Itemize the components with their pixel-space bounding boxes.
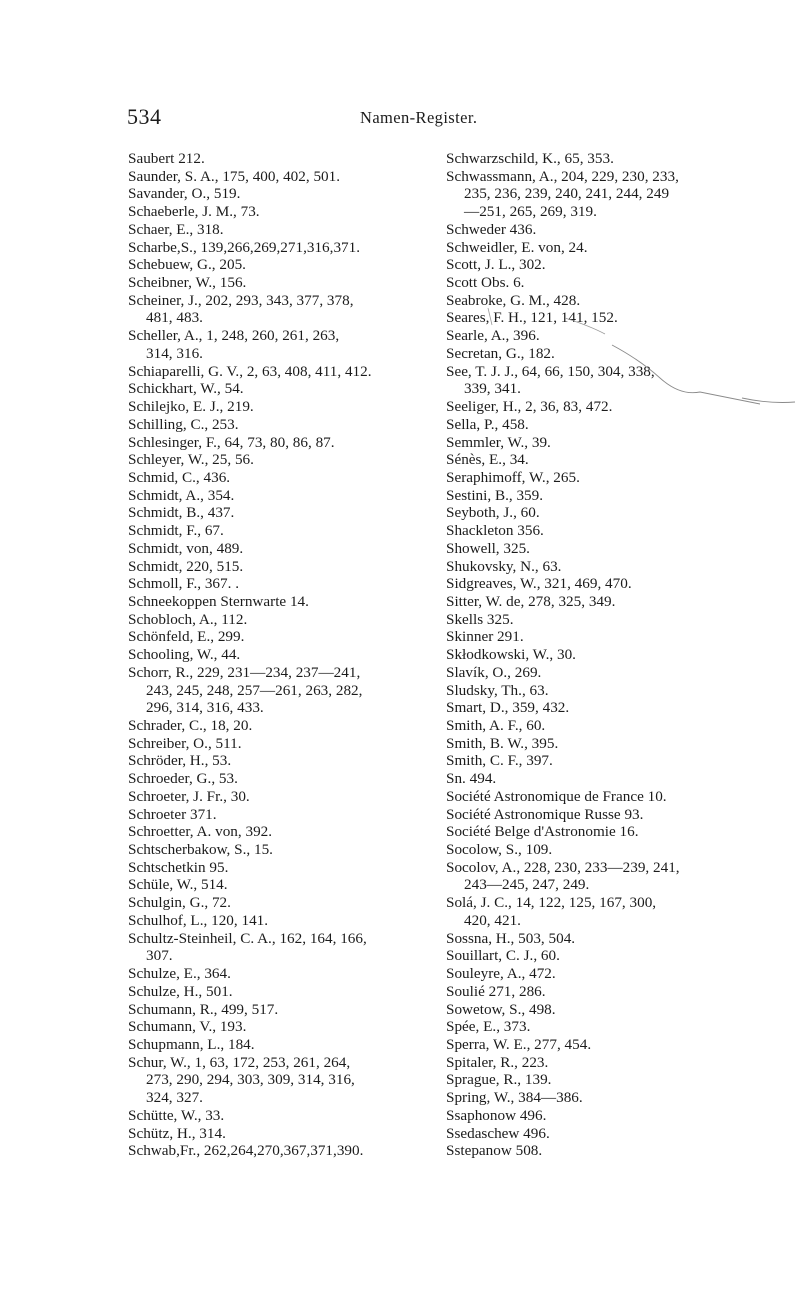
index-entry xyxy=(446,859,791,894)
entry-line: Skinner 291. xyxy=(446,628,524,646)
index-entry xyxy=(446,699,791,717)
entry-line: Schooling, W., 44. xyxy=(128,646,241,664)
index-entry xyxy=(128,434,438,452)
index-entry xyxy=(446,168,791,221)
entry-line: Schmidt, 220, 515. xyxy=(128,557,244,575)
entry-line: Sprague, R., 139. xyxy=(446,1071,552,1089)
index-entry xyxy=(128,150,438,168)
index-entry xyxy=(128,363,438,381)
entry-line: Showell, 325. xyxy=(446,539,530,557)
index-entry xyxy=(128,770,438,788)
index-entry xyxy=(128,788,438,806)
entry-line: Schupmann, L., 184. xyxy=(128,1035,255,1053)
entry-line: Schmidt, B., 437. xyxy=(128,504,235,522)
index-entry xyxy=(446,628,791,646)
entry-line: Schroeder, G., 53. xyxy=(128,770,238,788)
entry-line: Schütte, W., 33. xyxy=(128,1106,225,1124)
entry-line: Shackleton 356. xyxy=(446,522,544,540)
index-entry xyxy=(128,841,438,859)
entry-line: Schulgin, G., 72. xyxy=(128,894,231,912)
entry-line: Sn. 494. xyxy=(446,770,497,788)
index-entry xyxy=(128,380,438,398)
entry-line: Schaeberle, J. M., 73. xyxy=(128,203,260,221)
index-entry xyxy=(128,327,438,362)
index-entry xyxy=(446,1089,791,1107)
index-entry xyxy=(128,398,438,416)
entry-continuation-line: 314, 316. xyxy=(146,344,203,362)
index-entry xyxy=(446,823,791,841)
entry-line: Ssedaschew 496. xyxy=(446,1124,550,1142)
entry-continuation-line: 339, 341. xyxy=(464,380,521,398)
entry-line: Scott Obs. 6. xyxy=(446,274,525,292)
entry-line: Seabroke, G. M., 428. xyxy=(446,291,581,309)
index-entry xyxy=(128,1018,438,1036)
entry-line: Schmoll, F., 367. . xyxy=(128,575,240,593)
entry-continuation-line: 296, 314, 316, 433. xyxy=(146,699,264,717)
entry-line: Schütz, H., 314. xyxy=(128,1124,226,1142)
entry-line: Socolov, A., 228, 230, 233—239, 241, xyxy=(446,858,680,876)
entry-line: Schur, W., 1, 63, 172, 253, 261, 264, xyxy=(128,1053,351,1071)
entry-line: Schobloch, A., 112. xyxy=(128,610,248,628)
index-entry xyxy=(128,522,438,540)
index-entry xyxy=(128,239,438,257)
index-entry xyxy=(128,806,438,824)
entry-line: Sossna, H., 503, 504. xyxy=(446,929,576,947)
index-entry xyxy=(446,770,791,788)
entry-line: Schröder, H., 53. xyxy=(128,752,232,770)
entry-line: Sstepanow 508. xyxy=(446,1142,543,1160)
entry-line: Sitter, W. de, 278, 325, 349. xyxy=(446,592,616,610)
entry-line: Skłodkowski, W., 30. xyxy=(446,646,576,664)
entry-line: Schrader, C., 18, 20. xyxy=(128,717,253,734)
entry-line: Scharbe,S., 139,266,269,271,316,371. xyxy=(128,238,361,256)
entry-line: Smith, C. F., 397. xyxy=(446,752,553,770)
entry-line: Savander, O., 519. xyxy=(128,185,241,203)
index-entry xyxy=(446,717,791,735)
entry-line: Société Astronomique Russe 93. xyxy=(446,805,644,823)
entry-line: Schiaparelli, G. V., 2, 63, 408, 411, 412. xyxy=(128,362,372,380)
index-entry xyxy=(446,256,791,274)
entry-line: Ssaphonow 496. xyxy=(446,1106,547,1124)
index-entry xyxy=(446,363,791,398)
entry-line: Sénès, E., 34. xyxy=(446,451,529,469)
entry-line: Seares, F. H., 121, 141, 152. xyxy=(446,309,618,327)
index-entry xyxy=(446,593,791,611)
index-entry xyxy=(128,221,438,239)
entry-continuation-line: 243, 245, 248, 257—261, 263, 282, xyxy=(146,681,363,699)
entry-line: Société Astronomique de France 10. xyxy=(446,787,667,805)
entry-line: Schebuew, G., 205. xyxy=(128,256,246,274)
index-entry xyxy=(128,717,438,735)
entry-line: See, T. J. J., 64, 66, 150, 304, 338, xyxy=(446,362,655,380)
index-entry xyxy=(446,398,791,416)
entry-line: Seeliger, H., 2, 36, 83, 472. xyxy=(446,398,613,416)
index-entry xyxy=(446,646,791,664)
index-entry xyxy=(446,611,791,629)
entry-line: Schickhart, W., 54. xyxy=(128,380,244,398)
index-entry xyxy=(128,823,438,841)
entry-line: Scheiner, J., 202, 293, 343, 377, 378, xyxy=(128,291,354,309)
index-entry xyxy=(128,256,438,274)
entry-line: Skells 325. xyxy=(446,610,514,628)
entry-line: Schorr, R., 229, 231—234, 237—241, xyxy=(128,663,361,681)
page-number: 534 xyxy=(127,104,162,129)
entry-line: Schmidt, A., 354. xyxy=(128,486,235,504)
entry-line: Spring, W., 384—386. xyxy=(446,1089,583,1107)
entry-line: Schroeter, J. Fr., 30. xyxy=(128,787,250,805)
entry-line: Schtschetkin 95. xyxy=(128,858,229,876)
index-entry xyxy=(446,416,791,434)
entry-line: Seyboth, J., 60. xyxy=(446,504,540,522)
entry-line: Schulze, H., 501. xyxy=(128,982,233,1000)
index-entry xyxy=(128,203,438,221)
entry-line: Schilejko, E. J., 219. xyxy=(128,398,254,416)
entry-continuation-line: 481, 483. xyxy=(146,309,203,327)
index-entry xyxy=(446,788,791,806)
entry-line: Schweder 436. xyxy=(446,220,537,238)
entry-line: Schwassmann, A., 204, 229, 230, 233, xyxy=(446,167,679,185)
index-entry xyxy=(446,327,791,345)
index-entry xyxy=(446,735,791,753)
entry-line: Smart, D., 359, 432. xyxy=(446,699,570,717)
entry-line: Schüle, W., 514. xyxy=(128,876,228,894)
entry-line: Spée, E., 373. xyxy=(446,1018,531,1036)
index-entry xyxy=(446,894,791,929)
index-entry xyxy=(446,1125,791,1143)
entry-line: Schroeter 371. xyxy=(128,805,217,823)
entry-line: Searle, A., 396. xyxy=(446,327,540,345)
index-entry xyxy=(128,1001,438,1019)
index-entry xyxy=(128,1125,438,1143)
index-entry xyxy=(128,416,438,434)
entry-line: Schneekoppen Sternwarte 14. xyxy=(128,592,309,610)
entry-line: Schaer, E., 318. xyxy=(128,220,224,238)
index-entry xyxy=(128,628,438,646)
index-entry xyxy=(128,646,438,664)
entry-line: Schumann, V., 193. xyxy=(128,1018,247,1036)
index-entry xyxy=(446,540,791,558)
entry-line: Schmidt, F., 67. xyxy=(128,522,224,540)
index-entry xyxy=(446,504,791,522)
index-entry xyxy=(446,664,791,682)
entry-line: Sestini, B., 359. xyxy=(446,486,544,504)
entry-continuation-line: 307. xyxy=(146,947,173,965)
entry-continuation-line: 235, 236, 239, 240, 241, 244, 249 xyxy=(464,185,670,203)
index-entry xyxy=(446,841,791,859)
entry-line: Sperra, W. E., 277, 454. xyxy=(446,1035,592,1053)
index-entry xyxy=(128,451,438,469)
index-entry xyxy=(128,593,438,611)
entry-line: Schreiber, O., 511. xyxy=(128,734,242,752)
index-entry xyxy=(446,345,791,363)
index-entry xyxy=(446,1071,791,1089)
entry-line: Sidgreaves, W., 321, 469, 470. xyxy=(446,575,632,593)
index-entry xyxy=(446,1054,791,1072)
index-entry xyxy=(128,611,438,629)
index-entry xyxy=(446,239,791,257)
index-entry xyxy=(446,522,791,540)
entry-line: Scheibner, W., 156. xyxy=(128,274,247,292)
index-entry xyxy=(128,1054,438,1107)
entry-continuation-line: 420, 421. xyxy=(464,911,521,929)
index-column-right xyxy=(446,150,791,1160)
index-entry xyxy=(128,912,438,930)
index-entry xyxy=(446,221,791,239)
entry-line: Schmidt, von, 489. xyxy=(128,539,244,557)
index-entry xyxy=(128,1036,438,1054)
index-entry xyxy=(446,575,791,593)
entry-line: Sludsky, Th., 63. xyxy=(446,681,549,699)
index-entry xyxy=(128,575,438,593)
entry-line: Sowetow, S., 498. xyxy=(446,1000,556,1018)
index-entry xyxy=(128,540,438,558)
index-entry xyxy=(128,664,438,717)
index-entry xyxy=(446,487,791,505)
entry-line: Slavík, O., 269. xyxy=(446,663,542,681)
entry-line: Schulze, E., 364. xyxy=(128,965,231,983)
index-entry xyxy=(128,292,438,327)
index-entry xyxy=(446,1036,791,1054)
entry-line: Souillart, C. J., 60. xyxy=(446,947,560,965)
index-entry xyxy=(446,930,791,948)
index-entry xyxy=(128,983,438,1001)
running-head: Namen-Register. xyxy=(360,108,478,127)
index-entry xyxy=(446,1018,791,1036)
index-entry xyxy=(128,504,438,522)
index-entry xyxy=(446,1107,791,1125)
index-entry xyxy=(128,274,438,292)
entry-line: Schwarzschild, K., 65, 353. xyxy=(446,150,614,167)
entry-line: Soulié 271, 286. xyxy=(446,982,546,1000)
index-entry xyxy=(446,806,791,824)
entry-line: Schroetter, A. von, 392. xyxy=(128,823,273,841)
entry-line: Saubert 212. xyxy=(128,150,205,167)
entry-line: Schulhof, L., 120, 141. xyxy=(128,911,269,929)
index-entry xyxy=(446,682,791,700)
index-entry xyxy=(128,859,438,877)
index-entry xyxy=(446,292,791,310)
entry-line: Schwab,Fr., 262,264,270,367,371,390. xyxy=(128,1142,364,1160)
entry-line: Smith, A. F., 60. xyxy=(446,717,546,734)
index-entry xyxy=(446,274,791,292)
entry-line: Société Belge d'Astronomie 16. xyxy=(446,823,639,841)
index-entry xyxy=(128,1107,438,1125)
entry-line: Smith, B. W., 395. xyxy=(446,734,559,752)
index-entry xyxy=(128,487,438,505)
index-entry xyxy=(446,558,791,576)
entry-line: Schultz-Steinheil, C. A., 162, 164, 166, xyxy=(128,929,367,947)
index-entry xyxy=(128,876,438,894)
index-entry xyxy=(446,983,791,1001)
index-entry xyxy=(446,451,791,469)
index-entry xyxy=(446,965,791,983)
index-entry xyxy=(128,168,438,186)
index-entry xyxy=(446,752,791,770)
index-entry xyxy=(128,558,438,576)
entry-line: Scheller, A., 1, 248, 260, 261, 263, xyxy=(128,327,340,345)
entry-continuation-line: 324, 327. xyxy=(146,1089,203,1107)
entry-continuation-line: 243—245, 247, 249. xyxy=(464,876,590,894)
index-entry xyxy=(128,965,438,983)
entry-continuation-line: —251, 265, 269, 319. xyxy=(464,203,597,221)
entry-line: Schilling, C., 253. xyxy=(128,415,239,433)
entry-line: Schumann, R., 499, 517. xyxy=(128,1000,279,1018)
entry-line: Souleyre, A., 472. xyxy=(446,965,556,983)
index-entry xyxy=(446,150,791,168)
entry-line: Socolow, S., 109. xyxy=(446,841,553,859)
index-entry xyxy=(128,185,438,203)
entry-line: Schleyer, W., 25, 56. xyxy=(128,451,254,469)
index-entry xyxy=(446,434,791,452)
entry-line: Schtscherbakow, S., 15. xyxy=(128,841,273,859)
entry-line: Seraphimoff, W., 265. xyxy=(446,468,580,486)
index-entry xyxy=(446,947,791,965)
index-column-left xyxy=(128,150,438,1160)
index-entry xyxy=(128,752,438,770)
index-entry xyxy=(446,1142,791,1160)
entry-line: Saunder, S. A., 175, 400, 402, 501. xyxy=(128,167,341,185)
index-entry xyxy=(446,1001,791,1019)
index-entry xyxy=(128,1142,438,1160)
entry-line: Schönfeld, E., 299. xyxy=(128,628,245,646)
entry-line: Solá, J. C., 14, 122, 125, 167, 300, xyxy=(446,894,657,912)
index-entry xyxy=(128,930,438,965)
entry-line: Shukovsky, N., 63. xyxy=(446,557,562,575)
index-entry xyxy=(446,309,791,327)
index-entry xyxy=(446,469,791,487)
entry-line: Sella, P., 458. xyxy=(446,415,529,433)
entry-line: Spitaler, R., 223. xyxy=(446,1053,549,1071)
entry-line: Schweidler, E. von, 24. xyxy=(446,238,588,256)
index-entry xyxy=(128,894,438,912)
entry-continuation-line: 273, 290, 294, 303, 309, 314, 316, xyxy=(146,1071,355,1089)
entry-line: Semmler, W., 39. xyxy=(446,433,551,451)
index-entry xyxy=(128,469,438,487)
index-entry xyxy=(128,735,438,753)
entry-line: Schmid, C., 436. xyxy=(128,468,231,486)
entry-line: Scott, J. L., 302. xyxy=(446,256,546,274)
entry-line: Secretan, G., 182. xyxy=(446,344,555,362)
entry-line: Schlesinger, F., 64, 73, 80, 86, 87. xyxy=(128,433,335,451)
